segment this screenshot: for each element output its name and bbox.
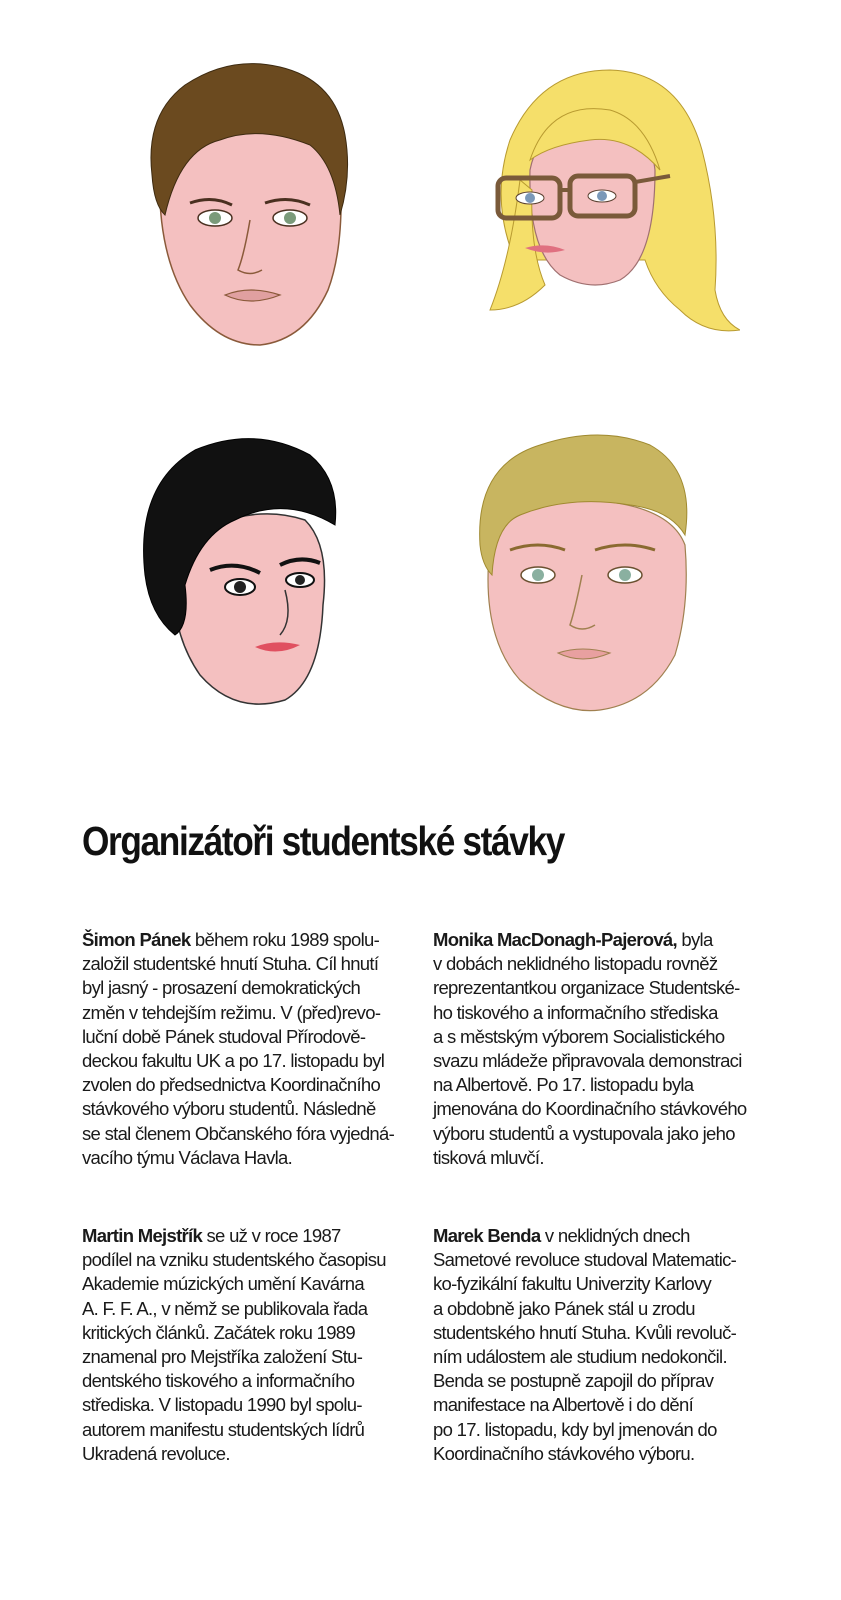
portrait-drawing <box>135 425 350 720</box>
portrait-drawing <box>140 55 355 355</box>
bio-name: Marek Benda <box>433 1225 541 1246</box>
portrait-drawing <box>470 425 700 725</box>
bio-monika-macdonagh-pajerova: Monika MacDonagh-Pajerová, byla v dobách neklidného listopadu rovněž reprezentantkou organizace Studentské- ho tiskového a informačního střediska a s městským výborem Socialistického svazu mládeže připravovala demonstraci na Albertově. Po 17. listopadu byla jmenována do Koordinačního stávkového výboru studentů a vystupovala jako jeho tisková mluvčí. <box>433 929 747 1168</box>
bio-name: Martin Mejstřík <box>82 1225 203 1246</box>
bio-marek-benda: Marek Benda v neklidných dnech Sametové revoluce studoval Matematic- ko-fyzikální fakultu Univerzity Karlovy a obdobně jako Pánek stál u zrodu studentského hnutí Stuha. Kvůli revoluč- ním událostem ale studium nedokončil. Benda se postupně zapojil do příprav manifestace na Albertově i do dění po 17. listopadu, kdy byl jmenován do Koordinačního stávkového výboru. <box>433 1225 737 1464</box>
bio-simon-panek: Šimon Pánek během roku 1989 spolu- založil studentské hnutí Stuha. Cíl hnutí byl jasný - prosazení demokratických změn v tehdejším režimu. V (před)revo- luční době Pánek studoval Přírodově- deckou fakultu UK a po 17. listopadu byl zvolen do předsednictva Koordinačního stávkového výboru studentů. Následně se stal členem Občanského fóra vyjedná- vacího týmu Václava Havla. <box>82 929 395 1168</box>
bio-name: Šimon Pánek <box>82 929 191 950</box>
portrait-marek-benda <box>470 425 700 725</box>
portrait-simon-panek <box>140 55 355 355</box>
portrait-drawing <box>470 60 740 350</box>
bio-name: Monika MacDonagh-Pajerová, <box>433 929 677 950</box>
page-title: Organizátoři studentské stávky <box>82 818 564 864</box>
portrait-monika-macdonagh-pajerova <box>470 60 740 350</box>
portrait-martin-mejstrik <box>135 425 350 720</box>
bio-martin-mejstrik: Martin Mejstřík se už v roce 1987 podílel na vzniku studentského časopisu Akademie múzických umění Kavárna A. F. F. A., v němž se publikovala řada kritických článků. Začátek roku 1989 znamenal pro Mejstříka založení Stu- dentského tiskového a informačního střediska. V listopadu 1990 byl spolu- autorem manifestu studentských lídrů Ukradená revoluce. <box>82 1225 386 1464</box>
